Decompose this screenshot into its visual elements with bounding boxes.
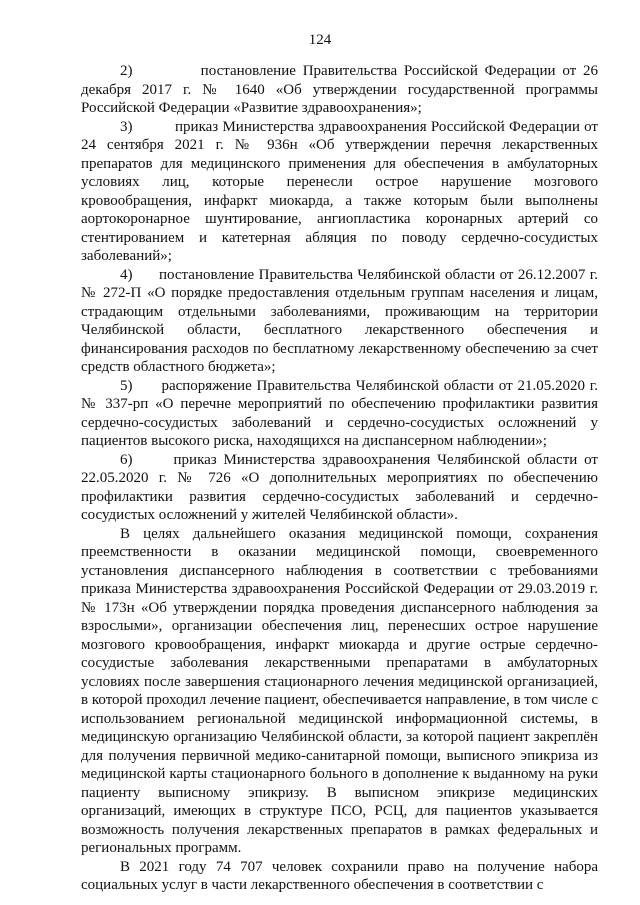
paragraph-item-2: 2) постановление Правительства Российской Федерации от 26 декабря 2017 г. № 1640 «Об утверждении государственной программы Российской Федерации «Развитие здравоохранения»; xyxy=(81,63,598,116)
paragraph-main: В целях дальнейшего оказания медицинской помощи, сохранения преемственности в оказании медицинской помощи, своевременного установления диспансерного наблюдения в соответствии с требованиями приказа Министерства здравоохранения Российской Федерации от 29.03.2019 г. № 173н «Об утверждении порядка проведения диспансерного наблюдения за взрослыми», организации обеспечения лиц, перенесших острое нарушение мозгового кровообращения, инфаркт миокарда и другие острые сердечно-сосудистые заболевания лекарственными препаратами в амбулаторных условиях после завершения стационарного лечения медицинской организацией, в которой проходил лечение пациент, обеспечивается направление, в том числе с использованием региональной медицинской информационной системы, в медицинскую организацию Челябинской области, за которой пациент закреплён для получения первичной медико-санитарной помощи, выписного эпикриза из медицинской карты стационарного больного в дополнение к выданному на руки пациенту выписному эпикризу. В выписном эпикризе медицинских организаций, имеющих в структуре ПСО, РСЦ, для пациентов указывается возможность получения лекарственных препаратов в рамках федеральных и региональных программ. xyxy=(81,525,598,856)
document-body xyxy=(81,62,598,895)
page-number: 124 xyxy=(308,32,332,48)
paragraph-item-6: 6) приказ Министерства здравоохранения Челябинской области от 22.05.2020 г. № 726 «О дополнительных мероприятиях по обеспечению профилактики развития сердечно-сосудистых заболеваний и сердечно-сосудистых осложнений у жителей Челябинской области». xyxy=(81,451,598,523)
paragraph-item-4: 4) постановление Правительства Челябинской области от 26.12.2007 г. № 272-П «О порядке предоставления отдельным группам населения и лицам, страдающим отдельными заболеваниями, проживающим на территории Челябинской области, бесплатного лекарственного обеспечения и финансирования расходов по бесплатному лекарственному обеспечению за счет средств областного бюджета»; xyxy=(81,266,598,375)
paragraph-item-3: 3) приказ Министерства здравоохранения Российской Федерации от 24 сентября 2021 г. № 936н «Об утверждении перечня лекарственных препаратов для медицинского применения для обеспечения в амбулаторных условиях лиц, которые перенесли острое нарушение мозгового кровообращения, инфаркт миокарда, а также которым были выполнены аортокоронарное шунтирование, ангиопластика коронарных артерий со стентированием и катетерная абляция по поводу сердечно-сосудистых заболеваний»; xyxy=(81,118,598,264)
paragraph-item-5: 5) распоряжение Правительства Челябинской области от 21.05.2020 г. № 337-рп «О перечне мероприятий по обеспечению профилактики развития сердечно-сосудистых заболеваний и сердечно-сосудистых осложнений у пациентов высокого риска, находящихся на диспансерном наблюдении»; xyxy=(81,377,598,449)
paragraph-2021: В 2021 году 74 707 человек сохранили право на получение набора социальных услуг в части лекарственного обеспечения в соответствии с xyxy=(81,858,598,893)
